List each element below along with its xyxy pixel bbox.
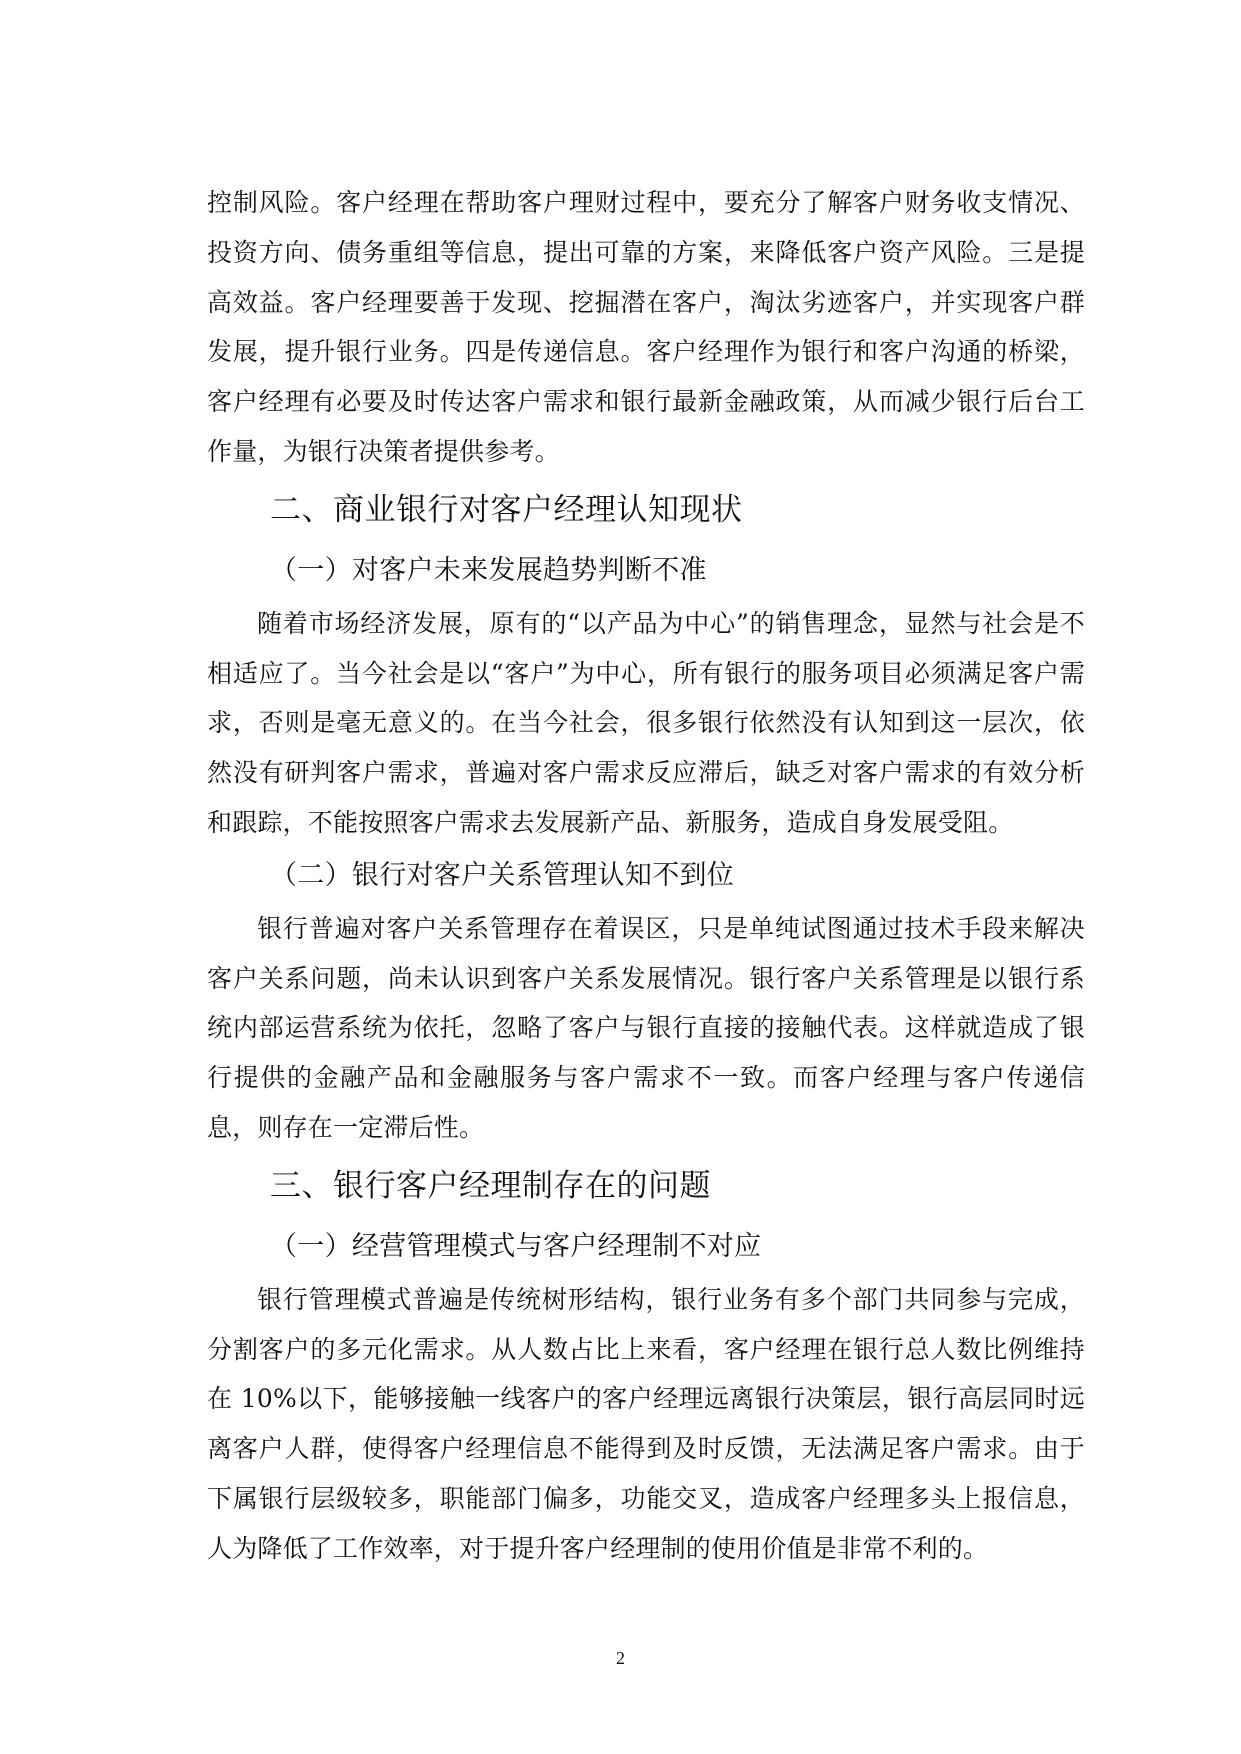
paragraph-2-1: 随着市场经济发展，原有的“以产品为中心”的销售理念，显然与社会是不相适应了。当今社会是以“客户”为中心，所有银行的服务项目必须满足客户需求，否则是毫无意义的。在当今社会，很多银行依然没有认知到这一层次，依然没有研判客户需求，普遍对客户需求反应滞后，缺乏对客户需求的有效分析和跟踪，不能按照客户需求去发展新产品、新服务，造成自身发展受阻。 [207, 608, 1085, 837]
subsection-title-2-1: （一）对客户未来发展趋势判断不准 [270, 554, 707, 586]
subsection-title-2-2: （二）银行对客户关系管理认知不到位 [270, 859, 735, 891]
page-content [207, 178, 1085, 1574]
subsection-title-3-1: （一）经营管理模式与客户经理制不对应 [270, 1230, 762, 1262]
page-number: 2 [616, 1648, 625, 1668]
paragraph-2-2: 银行普遍对客户关系管理存在着误区，只是单纯试图通过技术手段来解决客户关系问题，尚未认识到客户关系发展情况。银行客户关系管理是以银行系统内部运营系统为依托，忽略了客户与银行直接的接触代表。这样就造成了银行提供的金融产品和金融服务与客户需求不一致。而客户经理与客户传递信息，则存在一定滞后性。 [207, 913, 1085, 1142]
paragraph-intro: 控制风险。客户经理在帮助客户理财过程中，要充分了解客户财务收支情况、投资方向、债务重组等信息，提出可靠的方案，来降低客户资产风险。三是提高效益。客户经理要善于发现、挖掘潜在客户，淘汰劣迹客户，并实现客户群发展，提升银行业务。四是传递信息。客户经理作为银行和客户沟通的桥梁，客户经理有必要及时传达客户需求和银行最新金融政策，从而减少银行后台工作量，为银行决策者提供参考。 [207, 188, 1085, 466]
section-title-2: 二、商业银行对客户经理认知现状 [270, 491, 743, 528]
section-title-3: 三、银行客户经理制存在的问题 [270, 1167, 711, 1204]
paragraph-3-1: 银行管理模式普遍是传统树形结构，银行业务有多个部门共同参与完成，分割客户的多元化需求。从人数占比上来看，客户经理在银行总人数比例维持在 10%以下，能够接触一线客户的客户经理远离银行决策层，银行高层同时远离客户人群，使得客户经理信息不能得到及时反馈，无法满足客户需求。由于下属银行层级较多，职能部门偏多，功能交叉，造成客户经理多头上报信息，人为降低了工作效率，对于提升客户经理制的使用价值是非常不利的。 [207, 1284, 1085, 1563]
